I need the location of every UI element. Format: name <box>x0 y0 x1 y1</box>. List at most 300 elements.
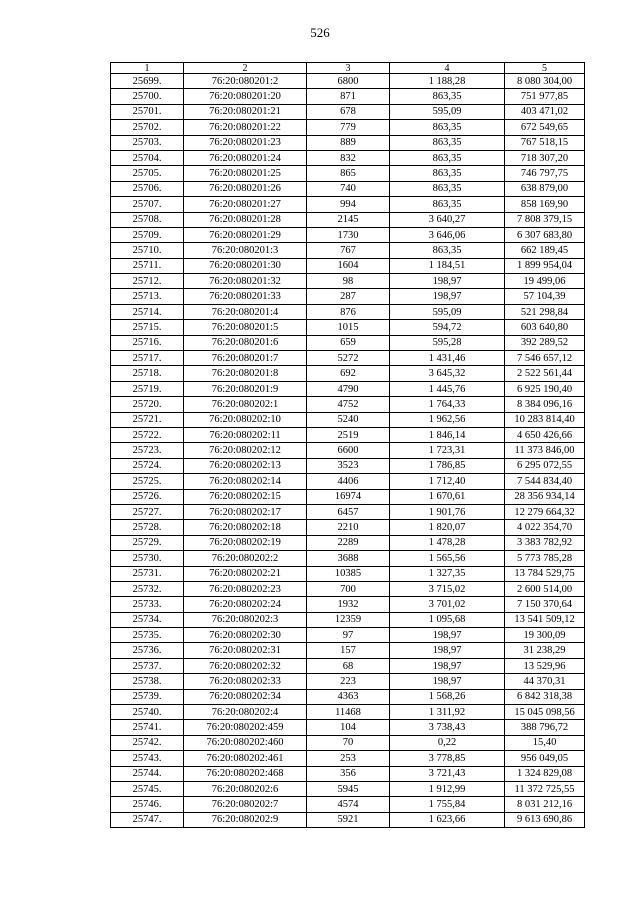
column-header-4: 4 <box>390 63 505 74</box>
value-cell: 12 279 664,32 <box>505 504 585 519</box>
area-cell: 1015 <box>307 320 390 335</box>
rate-cell: 198,97 <box>390 628 505 643</box>
table-row <box>111 289 585 304</box>
area-cell: 12359 <box>307 612 390 627</box>
value-cell: 13 784 529,75 <box>505 566 585 581</box>
table-row <box>111 227 585 242</box>
area-cell: 104 <box>307 720 390 735</box>
value-cell: 956 049,05 <box>505 751 585 766</box>
value-cell: 11 373 846,00 <box>505 443 585 458</box>
rate-cell: 863,35 <box>390 135 505 150</box>
rate-cell: 198,97 <box>390 289 505 304</box>
value-cell: 858 169,90 <box>505 197 585 212</box>
cadastral-number-cell: 76:20:080201:32 <box>184 274 307 289</box>
rate-cell: 3 646,06 <box>390 227 505 242</box>
rate-cell: 863,35 <box>390 181 505 196</box>
value-cell: 7 544 834,40 <box>505 474 585 489</box>
row-number-cell: 25703. <box>111 135 184 150</box>
area-cell: 5921 <box>307 812 390 827</box>
cadastral-number-cell: 76:20:080202:24 <box>184 597 307 612</box>
area-cell: 5272 <box>307 351 390 366</box>
row-number-cell: 25743. <box>111 751 184 766</box>
area-cell: 6600 <box>307 443 390 458</box>
area-cell: 678 <box>307 104 390 119</box>
row-number-cell: 25707. <box>111 197 184 212</box>
row-number-cell: 25716. <box>111 335 184 350</box>
cadastral-number-cell: 76:20:080202:11 <box>184 427 307 442</box>
table-row <box>111 551 585 566</box>
table-row <box>111 720 585 735</box>
value-cell: 11 372 725,55 <box>505 781 585 796</box>
table-row <box>111 397 585 412</box>
cadastral-number-cell: 76:20:080201:25 <box>184 166 307 181</box>
rate-cell: 198,97 <box>390 274 505 289</box>
rate-cell: 595,28 <box>390 335 505 350</box>
row-number-cell: 25729. <box>111 535 184 550</box>
rate-cell: 863,35 <box>390 120 505 135</box>
table-row <box>111 489 585 504</box>
table-row <box>111 135 585 150</box>
area-cell: 157 <box>307 643 390 658</box>
row-number-cell: 25730. <box>111 551 184 566</box>
rate-cell: 1 188,28 <box>390 74 505 89</box>
area-cell: 10385 <box>307 566 390 581</box>
cadastral-number-cell: 76:20:080202:10 <box>184 412 307 427</box>
table-row <box>111 351 585 366</box>
column-header-2: 2 <box>184 63 307 74</box>
table-row <box>111 89 585 104</box>
value-cell: 19 499,06 <box>505 274 585 289</box>
rate-cell: 198,97 <box>390 643 505 658</box>
row-number-cell: 25731. <box>111 566 184 581</box>
rate-cell: 3 645,32 <box>390 366 505 381</box>
table-row <box>111 597 585 612</box>
row-number-cell: 25738. <box>111 674 184 689</box>
cadastral-number-cell: 76:20:080201:3 <box>184 243 307 258</box>
table-row <box>111 581 585 596</box>
value-cell: 15,40 <box>505 735 585 750</box>
table-row <box>111 381 585 396</box>
value-cell: 4 022 354,70 <box>505 520 585 535</box>
rate-cell: 198,97 <box>390 674 505 689</box>
row-number-cell: 25709. <box>111 227 184 242</box>
rate-cell: 1 478,28 <box>390 535 505 550</box>
area-cell: 700 <box>307 581 390 596</box>
value-cell: 638 879,00 <box>505 181 585 196</box>
rate-cell: 1 565,56 <box>390 551 505 566</box>
value-cell: 8 080 304,00 <box>505 74 585 89</box>
table-row <box>111 705 585 720</box>
area-cell: 5945 <box>307 781 390 796</box>
area-cell: 2289 <box>307 535 390 550</box>
cadastral-number-cell: 76:20:080202:13 <box>184 458 307 473</box>
cadastral-number-cell: 76:20:080202:21 <box>184 566 307 581</box>
area-cell: 253 <box>307 751 390 766</box>
cadastral-number-cell: 76:20:080202:31 <box>184 643 307 658</box>
value-cell: 13 529,96 <box>505 658 585 673</box>
value-cell: 718 307,20 <box>505 150 585 165</box>
area-cell: 70 <box>307 735 390 750</box>
rate-cell: 1 820,07 <box>390 520 505 535</box>
rate-cell: 3 640,27 <box>390 212 505 227</box>
area-cell: 3688 <box>307 551 390 566</box>
value-cell: 3 383 782,92 <box>505 535 585 550</box>
table-row <box>111 320 585 335</box>
row-number-cell: 25713. <box>111 289 184 304</box>
column-header-5: 5 <box>505 63 585 74</box>
cadastral-number-cell: 76:20:080202:14 <box>184 474 307 489</box>
value-cell: 6 925 190,40 <box>505 381 585 396</box>
area-cell: 767 <box>307 243 390 258</box>
cadastral-number-cell: 76:20:080201:9 <box>184 381 307 396</box>
value-cell: 1 899 954,04 <box>505 258 585 273</box>
column-header-1: 1 <box>111 63 184 74</box>
cadastral-number-cell: 76:20:080202:30 <box>184 628 307 643</box>
area-cell: 223 <box>307 674 390 689</box>
value-cell: 603 640,80 <box>505 320 585 335</box>
rate-cell: 1 712,40 <box>390 474 505 489</box>
area-cell: 4752 <box>307 397 390 412</box>
rate-cell: 1 723,31 <box>390 443 505 458</box>
area-cell: 659 <box>307 335 390 350</box>
cadastral-number-cell: 76:20:080202:19 <box>184 535 307 550</box>
cadastral-number-cell: 76:20:080201:8 <box>184 366 307 381</box>
table-row <box>111 150 585 165</box>
area-cell: 865 <box>307 166 390 181</box>
row-number-cell: 25732. <box>111 581 184 596</box>
area-cell: 1730 <box>307 227 390 242</box>
row-number-cell: 25744. <box>111 766 184 781</box>
row-number-cell: 25728. <box>111 520 184 535</box>
value-cell: 57 104,39 <box>505 289 585 304</box>
cadastral-number-cell: 76:20:080202:32 <box>184 658 307 673</box>
row-number-cell: 25740. <box>111 705 184 720</box>
rate-cell: 0,22 <box>390 735 505 750</box>
table-row <box>111 304 585 319</box>
table-row <box>111 689 585 704</box>
table-row <box>111 751 585 766</box>
rate-cell: 1 670,61 <box>390 489 505 504</box>
table-row <box>111 212 585 227</box>
value-cell: 403 471,02 <box>505 104 585 119</box>
value-cell: 6 295 072,55 <box>505 458 585 473</box>
rate-cell: 198,97 <box>390 658 505 673</box>
cadastral-number-cell: 76:20:080201:22 <box>184 120 307 135</box>
table-row <box>111 643 585 658</box>
row-number-cell: 25734. <box>111 612 184 627</box>
row-number-cell: 25717. <box>111 351 184 366</box>
rate-cell: 863,35 <box>390 150 505 165</box>
value-cell: 8 031 212,16 <box>505 797 585 812</box>
table-row <box>111 766 585 781</box>
row-number-cell: 25721. <box>111 412 184 427</box>
rate-cell: 1 901,76 <box>390 504 505 519</box>
table-row <box>111 104 585 119</box>
cadastral-number-cell: 76:20:080201:24 <box>184 150 307 165</box>
rate-cell: 594,72 <box>390 320 505 335</box>
value-cell: 4 650 426,66 <box>505 427 585 442</box>
row-number-cell: 25706. <box>111 181 184 196</box>
cadastral-number-cell: 76:20:080202:6 <box>184 781 307 796</box>
area-cell: 4363 <box>307 689 390 704</box>
area-cell: 876 <box>307 304 390 319</box>
area-cell: 16974 <box>307 489 390 504</box>
area-cell: 11468 <box>307 705 390 720</box>
cadastral-number-cell: 76:20:080201:21 <box>184 104 307 119</box>
area-cell: 692 <box>307 366 390 381</box>
row-number-cell: 25715. <box>111 320 184 335</box>
area-cell: 3523 <box>307 458 390 473</box>
rate-cell: 595,09 <box>390 304 505 319</box>
table-row <box>111 120 585 135</box>
table-row <box>111 335 585 350</box>
rate-cell: 595,09 <box>390 104 505 119</box>
rate-cell: 1 327,35 <box>390 566 505 581</box>
row-number-cell: 25739. <box>111 689 184 704</box>
table-row <box>111 258 585 273</box>
row-number-cell: 25727. <box>111 504 184 519</box>
area-cell: 4406 <box>307 474 390 489</box>
table-row <box>111 412 585 427</box>
area-cell: 6800 <box>307 74 390 89</box>
value-cell: 388 796,72 <box>505 720 585 735</box>
cadastral-number-cell: 76:20:080202:33 <box>184 674 307 689</box>
table-row <box>111 674 585 689</box>
data-table <box>110 62 585 828</box>
row-number-cell: 25737. <box>111 658 184 673</box>
area-cell: 2210 <box>307 520 390 535</box>
area-cell: 4790 <box>307 381 390 396</box>
area-cell: 98 <box>307 274 390 289</box>
table-row <box>111 427 585 442</box>
area-cell: 1932 <box>307 597 390 612</box>
value-cell: 44 370,31 <box>505 674 585 689</box>
cadastral-number-cell: 76:20:080202:12 <box>184 443 307 458</box>
row-number-cell: 25725. <box>111 474 184 489</box>
cadastral-number-cell: 76:20:080202:4 <box>184 705 307 720</box>
rate-cell: 863,35 <box>390 166 505 181</box>
table-row <box>111 243 585 258</box>
area-cell: 994 <box>307 197 390 212</box>
cadastral-number-cell: 76:20:080202:9 <box>184 812 307 827</box>
value-cell: 13 541 509,12 <box>505 612 585 627</box>
value-cell: 7 150 370,64 <box>505 597 585 612</box>
cadastral-number-cell: 76:20:080201:29 <box>184 227 307 242</box>
table-row <box>111 520 585 535</box>
cadastral-number-cell: 76:20:080201:2 <box>184 74 307 89</box>
rate-cell: 1 962,56 <box>390 412 505 427</box>
value-cell: 746 797,75 <box>505 166 585 181</box>
table-row <box>111 735 585 750</box>
table-body <box>111 74 585 828</box>
value-cell: 7 546 657,12 <box>505 351 585 366</box>
row-number-cell: 25723. <box>111 443 184 458</box>
table-row <box>111 458 585 473</box>
cadastral-number-cell: 76:20:080202:460 <box>184 735 307 750</box>
table-row <box>111 181 585 196</box>
row-number-cell: 25701. <box>111 104 184 119</box>
value-cell: 6 307 683,80 <box>505 227 585 242</box>
cadastral-number-cell: 76:20:080201:5 <box>184 320 307 335</box>
cadastral-number-cell: 76:20:080202:18 <box>184 520 307 535</box>
row-number-cell: 25742. <box>111 735 184 750</box>
area-cell: 287 <box>307 289 390 304</box>
row-number-cell: 25704. <box>111 150 184 165</box>
rate-cell: 3 701,02 <box>390 597 505 612</box>
table-row <box>111 628 585 643</box>
cadastral-number-cell: 76:20:080202:3 <box>184 612 307 627</box>
row-number-cell: 25747. <box>111 812 184 827</box>
area-cell: 889 <box>307 135 390 150</box>
value-cell: 6 842 318,38 <box>505 689 585 704</box>
row-number-cell: 25714. <box>111 304 184 319</box>
cadastral-number-cell: 76:20:080202:461 <box>184 751 307 766</box>
row-number-cell: 25735. <box>111 628 184 643</box>
row-number-cell: 25700. <box>111 89 184 104</box>
cadastral-number-cell: 76:20:080202:23 <box>184 581 307 596</box>
rate-cell: 3 721,43 <box>390 766 505 781</box>
area-cell: 740 <box>307 181 390 196</box>
row-number-cell: 25708. <box>111 212 184 227</box>
cadastral-number-cell: 76:20:080202:15 <box>184 489 307 504</box>
area-cell: 6457 <box>307 504 390 519</box>
row-number-cell: 25719. <box>111 381 184 396</box>
cadastral-number-cell: 76:20:080202:7 <box>184 797 307 812</box>
cadastral-number-cell: 76:20:080201:23 <box>184 135 307 150</box>
value-cell: 19 300,09 <box>505 628 585 643</box>
area-cell: 2145 <box>307 212 390 227</box>
cadastral-number-cell: 76:20:080202:459 <box>184 720 307 735</box>
rate-cell: 3 715,02 <box>390 581 505 596</box>
rate-cell: 1 184,51 <box>390 258 505 273</box>
table-row <box>111 612 585 627</box>
value-cell: 2 522 561,44 <box>505 366 585 381</box>
cadastral-number-cell: 76:20:080201:27 <box>184 197 307 212</box>
rate-cell: 1 311,92 <box>390 705 505 720</box>
value-cell: 672 549,65 <box>505 120 585 135</box>
value-cell: 28 356 934,14 <box>505 489 585 504</box>
cadastral-number-cell: 76:20:080202:468 <box>184 766 307 781</box>
value-cell: 751 977,85 <box>505 89 585 104</box>
cadastral-number-cell: 76:20:080201:28 <box>184 212 307 227</box>
row-number-cell: 25746. <box>111 797 184 812</box>
value-cell: 9 613 690,86 <box>505 812 585 827</box>
table-row <box>111 366 585 381</box>
header-row <box>111 63 585 74</box>
rate-cell: 1 568,26 <box>390 689 505 704</box>
row-number-cell: 25705. <box>111 166 184 181</box>
value-cell: 767 518,15 <box>505 135 585 150</box>
row-number-cell: 25699. <box>111 74 184 89</box>
row-number-cell: 25712. <box>111 274 184 289</box>
rate-cell: 1 786,85 <box>390 458 505 473</box>
value-cell: 15 045 098,56 <box>505 705 585 720</box>
cadastral-number-cell: 76:20:080201:7 <box>184 351 307 366</box>
rate-cell: 863,35 <box>390 89 505 104</box>
area-cell: 97 <box>307 628 390 643</box>
row-number-cell: 25745. <box>111 781 184 796</box>
table-row <box>111 474 585 489</box>
rate-cell: 1 846,14 <box>390 427 505 442</box>
cadastral-number-cell: 76:20:080201:6 <box>184 335 307 350</box>
area-cell: 1604 <box>307 258 390 273</box>
table-row <box>111 535 585 550</box>
value-cell: 5 773 785,28 <box>505 551 585 566</box>
area-cell: 832 <box>307 150 390 165</box>
value-cell: 662 189,45 <box>505 243 585 258</box>
value-cell: 8 384 096,16 <box>505 397 585 412</box>
rate-cell: 1 764,33 <box>390 397 505 412</box>
cadastral-number-cell: 76:20:080201:33 <box>184 289 307 304</box>
cadastral-number-cell: 76:20:080202:2 <box>184 551 307 566</box>
area-cell: 4574 <box>307 797 390 812</box>
value-cell: 31 238,29 <box>505 643 585 658</box>
page-number: 526 <box>310 25 330 40</box>
area-cell: 871 <box>307 89 390 104</box>
table-row <box>111 166 585 181</box>
table-row <box>111 504 585 519</box>
column-header-3: 3 <box>307 63 390 74</box>
table-row <box>111 74 585 89</box>
row-number-cell: 25718. <box>111 366 184 381</box>
table-row <box>111 812 585 827</box>
rate-cell: 1 095,68 <box>390 612 505 627</box>
row-number-cell: 25726. <box>111 489 184 504</box>
rate-cell: 1 755,84 <box>390 797 505 812</box>
rate-cell: 863,35 <box>390 197 505 212</box>
table-row <box>111 274 585 289</box>
rate-cell: 3 778,85 <box>390 751 505 766</box>
table-row <box>111 566 585 581</box>
cadastral-number-cell: 76:20:080202:17 <box>184 504 307 519</box>
area-cell: 2519 <box>307 427 390 442</box>
value-cell: 392 289,52 <box>505 335 585 350</box>
rate-cell: 863,35 <box>390 243 505 258</box>
row-number-cell: 25724. <box>111 458 184 473</box>
row-number-cell: 25702. <box>111 120 184 135</box>
table-row <box>111 197 585 212</box>
table-row <box>111 797 585 812</box>
area-cell: 68 <box>307 658 390 673</box>
row-number-cell: 25733. <box>111 597 184 612</box>
area-cell: 356 <box>307 766 390 781</box>
value-cell: 10 283 814,40 <box>505 412 585 427</box>
row-number-cell: 25710. <box>111 243 184 258</box>
table-row <box>111 781 585 796</box>
value-cell: 1 324 829,08 <box>505 766 585 781</box>
row-number-cell: 25741. <box>111 720 184 735</box>
row-number-cell: 25722. <box>111 427 184 442</box>
value-cell: 2 600 514,00 <box>505 581 585 596</box>
cadastral-number-cell: 76:20:080202:1 <box>184 397 307 412</box>
row-number-cell: 25711. <box>111 258 184 273</box>
cadastral-number-cell: 76:20:080201:30 <box>184 258 307 273</box>
rate-cell: 1 445,76 <box>390 381 505 396</box>
cadastral-number-cell: 76:20:080202:34 <box>184 689 307 704</box>
cadastral-number-cell: 76:20:080201:4 <box>184 304 307 319</box>
rate-cell: 3 738,43 <box>390 720 505 735</box>
area-cell: 779 <box>307 120 390 135</box>
cadastral-number-cell: 76:20:080201:26 <box>184 181 307 196</box>
value-cell: 521 298,84 <box>505 304 585 319</box>
row-number-cell: 25720. <box>111 397 184 412</box>
row-number-cell: 25736. <box>111 643 184 658</box>
rate-cell: 1 623,66 <box>390 812 505 827</box>
rate-cell: 1 912,99 <box>390 781 505 796</box>
rate-cell: 1 431,46 <box>390 351 505 366</box>
table-row <box>111 443 585 458</box>
area-cell: 5240 <box>307 412 390 427</box>
